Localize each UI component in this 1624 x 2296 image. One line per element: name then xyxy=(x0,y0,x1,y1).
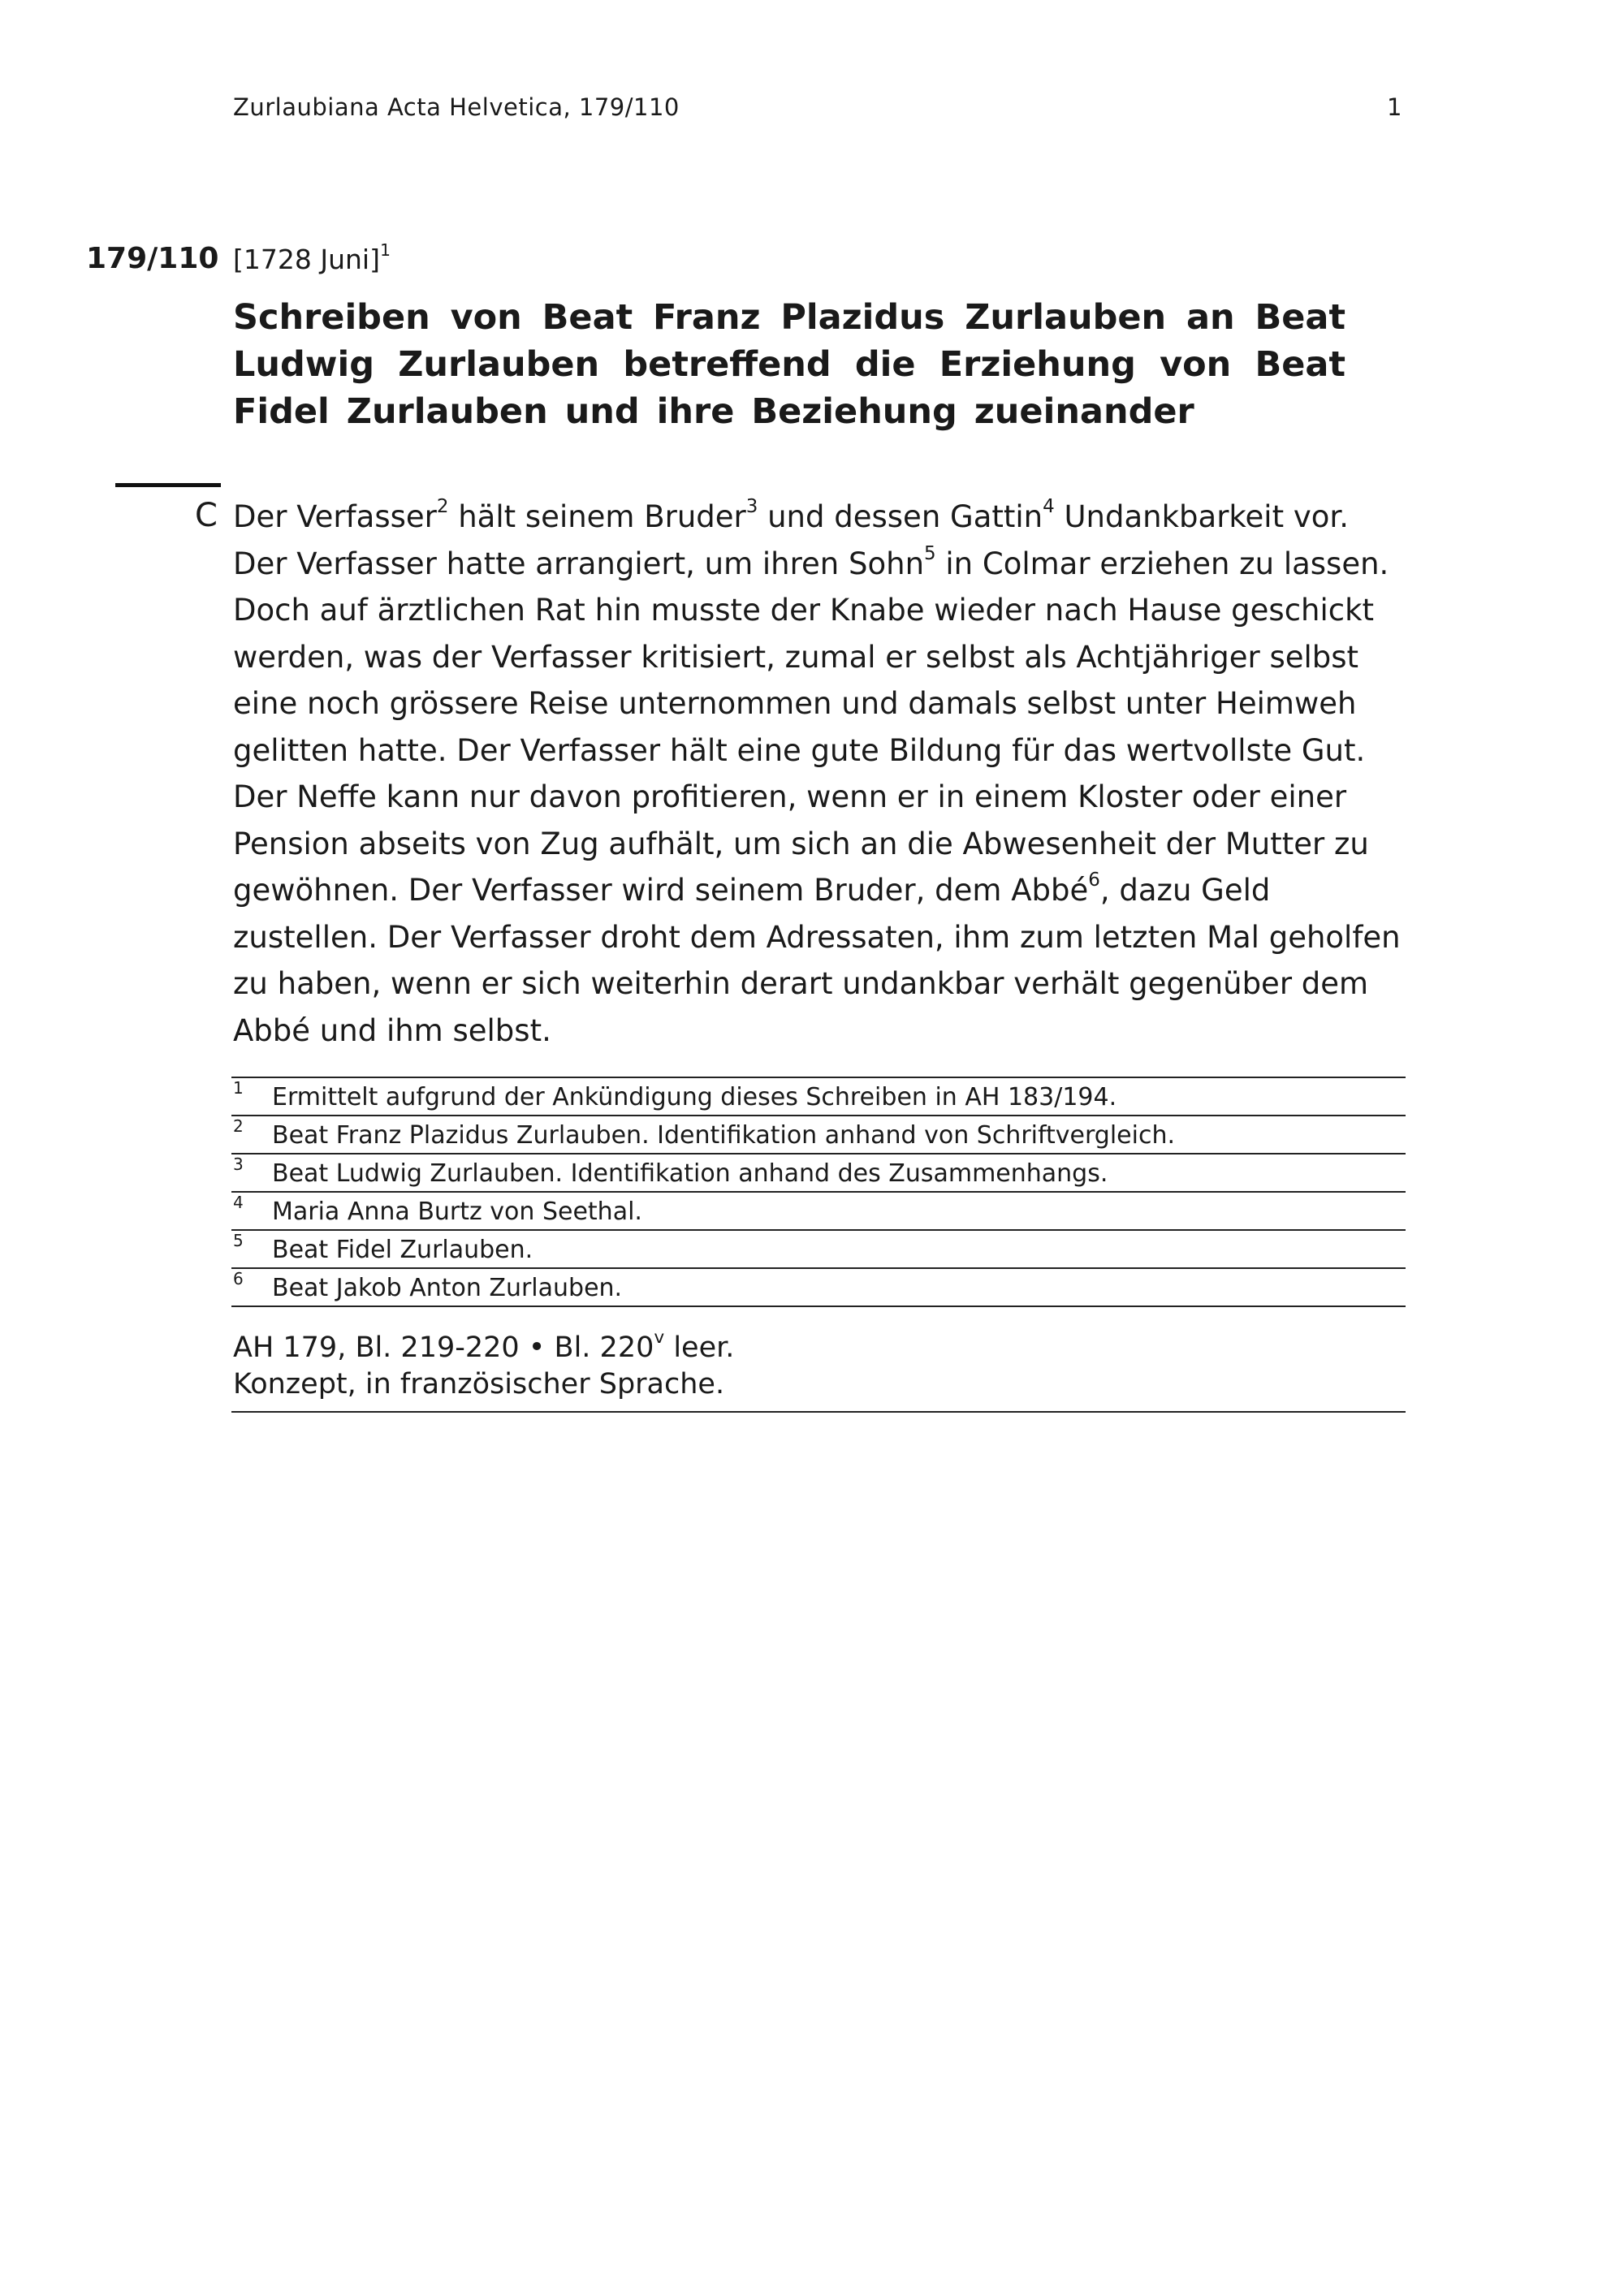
footnote-item xyxy=(231,1154,1406,1193)
footnote-ref-6[interactable]: 6 xyxy=(1088,870,1100,891)
abstract-segment: Der Verfasser xyxy=(233,499,437,534)
abstract-segment: Undankbarkeit vor. Der Verfasser hatte arrangiert, um ihren Sohn xyxy=(233,499,1349,581)
footnote-ref-1[interactable]: 1 xyxy=(379,240,391,260)
source-shelfmark-suffix: leer. xyxy=(664,1331,735,1364)
verso-mark: v xyxy=(654,1327,665,1349)
entry-number: 179/110 xyxy=(86,242,219,275)
footnote-ref-2[interactable]: 2 xyxy=(436,496,449,518)
footnote-number: 1 xyxy=(233,1078,244,1098)
abstract-segment: in Colmar erziehen zu lassen. Doch auf ärztlichen Rat hin musste der Knabe wieder nach Hause geschickt werden, was der Verfasser kritisiert, zumal er selbst als Achtjähriger selbst eine noch grössere Reise unternommen und damals selbst unter Heimweh gelitten hatte. Der Verfasser hält eine gute Bildung für das wertvollste Gut. Der Neffe kann nur davon profitieren, wenn er in einem Kloster oder einer Pension abseits von Zug aufhält, um sich an die Abwesenheit der Mutter zu gewöhnen. Der Verfasser wird seinem Bruder, dem Abbé xyxy=(233,546,1389,908)
footnote-text: Beat Ludwig Zurlauben. Identifikation anhand des Zusammenhangs. xyxy=(272,1159,1108,1188)
footnote-ref-5[interactable]: 5 xyxy=(924,542,936,564)
footnote-number: 6 xyxy=(233,1269,244,1288)
source-description: Konzept, in französischer Sprache. xyxy=(233,1368,725,1400)
footnote-text: Ermittelt aufgrund der Ankündigung dieses Schreiben in AH 183/194. xyxy=(272,1083,1117,1111)
footnote-text: Maria Anna Burtz von Seethal. xyxy=(272,1198,642,1226)
footnote-number: 5 xyxy=(233,1231,244,1250)
margin-letter: C xyxy=(195,497,218,534)
footnote-text: Beat Franz Plazidus Zurlauben. Identifikation anhand von Schriftvergleich. xyxy=(272,1121,1176,1150)
entry-date-text: [1728 Juni] xyxy=(233,244,380,275)
margin-rule xyxy=(115,483,221,487)
running-header xyxy=(233,93,1402,126)
abstract-text xyxy=(233,494,1402,1054)
footnote-item xyxy=(231,1116,1406,1154)
footnote-ref-4[interactable]: 4 xyxy=(1043,496,1055,518)
entry-title: Schreiben von Beat Franz Plazidus Zurlauben an Beat Ludwig Zurlauben betreffend die Erziehung von Beat Fidel Zurlauben und ihre Beziehung zueinander xyxy=(233,297,1345,432)
footnote-text: Beat Fidel Zurlauben. xyxy=(272,1236,533,1264)
footnote-number: 3 xyxy=(233,1154,244,1174)
footnote-item xyxy=(231,1231,1406,1269)
page-number: 1 xyxy=(1387,93,1402,121)
footnote-item xyxy=(231,1193,1406,1231)
footnote-number: 4 xyxy=(233,1193,244,1212)
source-block xyxy=(231,1327,1406,1413)
footnotes-list xyxy=(231,1077,1406,1307)
running-header-title: Zurlaubiana Acta Helvetica, 179/110 xyxy=(233,93,680,121)
source-shelfmark-text: AH 179, Bl. 219-220 • Bl. 220 xyxy=(233,1331,654,1364)
abstract-segment: , dazu Geld zustellen. Der Verfasser droht dem Adressaten, ihm zum letzten Mal geholfen zu haben, wenn er sich weiterhin derart undankbar verhält gegenüber dem Abbé und ihm selbst. xyxy=(233,873,1401,1048)
footnote-text: Beat Jakob Anton Zurlauben. xyxy=(272,1274,623,1302)
footnote-item xyxy=(231,1269,1406,1307)
footnote-ref-3[interactable]: 3 xyxy=(745,496,758,518)
entry-date xyxy=(233,240,391,275)
abstract-segment: hält seinem Bruder xyxy=(448,499,746,534)
source-shelfmark xyxy=(231,1327,1406,1366)
footnote-number: 2 xyxy=(233,1116,244,1136)
footnote-item xyxy=(231,1078,1406,1116)
abstract-segment: und dessen Gattin xyxy=(758,499,1043,534)
